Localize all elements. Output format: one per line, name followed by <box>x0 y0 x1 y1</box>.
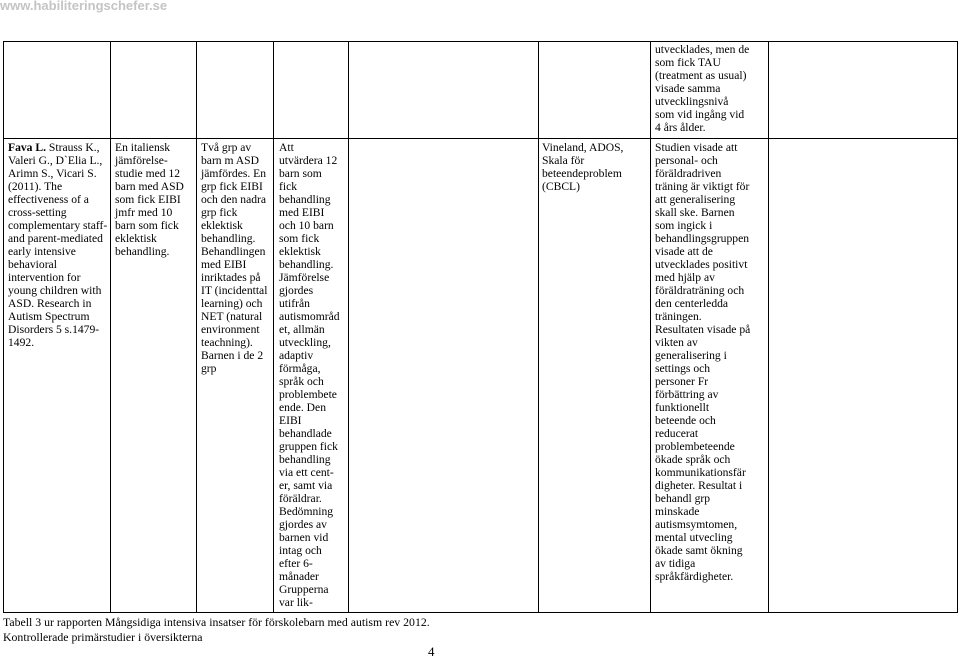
study-design-cell: En italiensk jämförelse- studie med 12 barn med ASD som fick EIBI jmfr med 10 barn som fick eklektisk behandling. <box>115 141 184 258</box>
table-border-top <box>3 41 958 42</box>
table-caption-line-2: Kontrollerade primärstudier i översikterna <box>3 630 203 644</box>
column-divider <box>650 41 651 613</box>
first-author: Fava L. <box>8 141 47 154</box>
column-divider <box>196 41 197 613</box>
table-border-right <box>957 41 958 613</box>
aim-cell: Att utvärdera 12 barn som fick behandling med EIBI och 10 barn som fick eklektisk behandling. Jämförelse gjordes utifrån autismområd et, allmän utveckling, adaptiv förmåga, språk och problembete ende. Den EIBI behandlade gruppen fick behandling via ett cent- er, samt via föräldrar. Bedömning gjordes av barnen vid intag och efter 6- månader Grupperna var lik- <box>279 141 340 609</box>
continued-results-cell: utvecklades, men de som fick TAU (treatment as usual) visade samma utvecklingsnivå som vid ingång vid 4 års ålder. <box>655 43 750 134</box>
table-border-left <box>3 41 4 613</box>
results-cell: Studien visade att personal- och föräldradriven träning är viktigt för att generalisering skall ske. Barnen som ingick i behandlingsgruppen visade att de utvecklades positivt med hjälp av föräldraträning och den centerledda träningen. Resultaten visade på vikten av generalisering i settings och personer Fr förbättring av funktionellt beteende och reducerat problembeteende ökade språk och kommunikationsfär digheter. Resultat i behandl grp minskade autismsymtomen, mental utvecling ökade samt ökning av tidiga språkfärdigheter. <box>655 141 751 583</box>
table-caption-line-1: Tabell 3 ur rapporten Mångsidiga intensiva insatser för förskolebarn med autism rev 2012. <box>3 615 430 629</box>
column-divider <box>538 41 539 613</box>
intervention-cell: Två grp av barn m ASD jämfördes. En grp fick EIBI och den nadra grp fick eklektisk behandling. Behandlingen med EIBI inriktades på IT (incidenttal learning) och NET (natural environment teachning). Barnen i de 2 grp <box>201 141 268 375</box>
column-divider <box>273 41 274 613</box>
column-divider <box>348 41 349 613</box>
reference-cell <box>8 141 107 349</box>
reference-text: Strauss K., Valeri G., D`Elia L., Arimn S., Vicari S. (2011). The effectiveness of a cross-setting complementary staff- and parent-mediated early intensive behavioral intervention for young children with ASD. Research in Autism Spectrum Disorders 5 s.1479- 1492. <box>8 141 108 349</box>
column-divider <box>768 41 769 613</box>
measures-cell: Vineland, ADOS, Skala för beteendeproblem (CBCL) <box>542 141 624 193</box>
column-divider <box>110 41 111 613</box>
page-number: 4 <box>428 644 435 659</box>
site-watermark: www.habiliteringschefer.se <box>0 0 168 13</box>
table-border-bottom <box>3 612 958 613</box>
table-row-separator <box>3 138 958 139</box>
